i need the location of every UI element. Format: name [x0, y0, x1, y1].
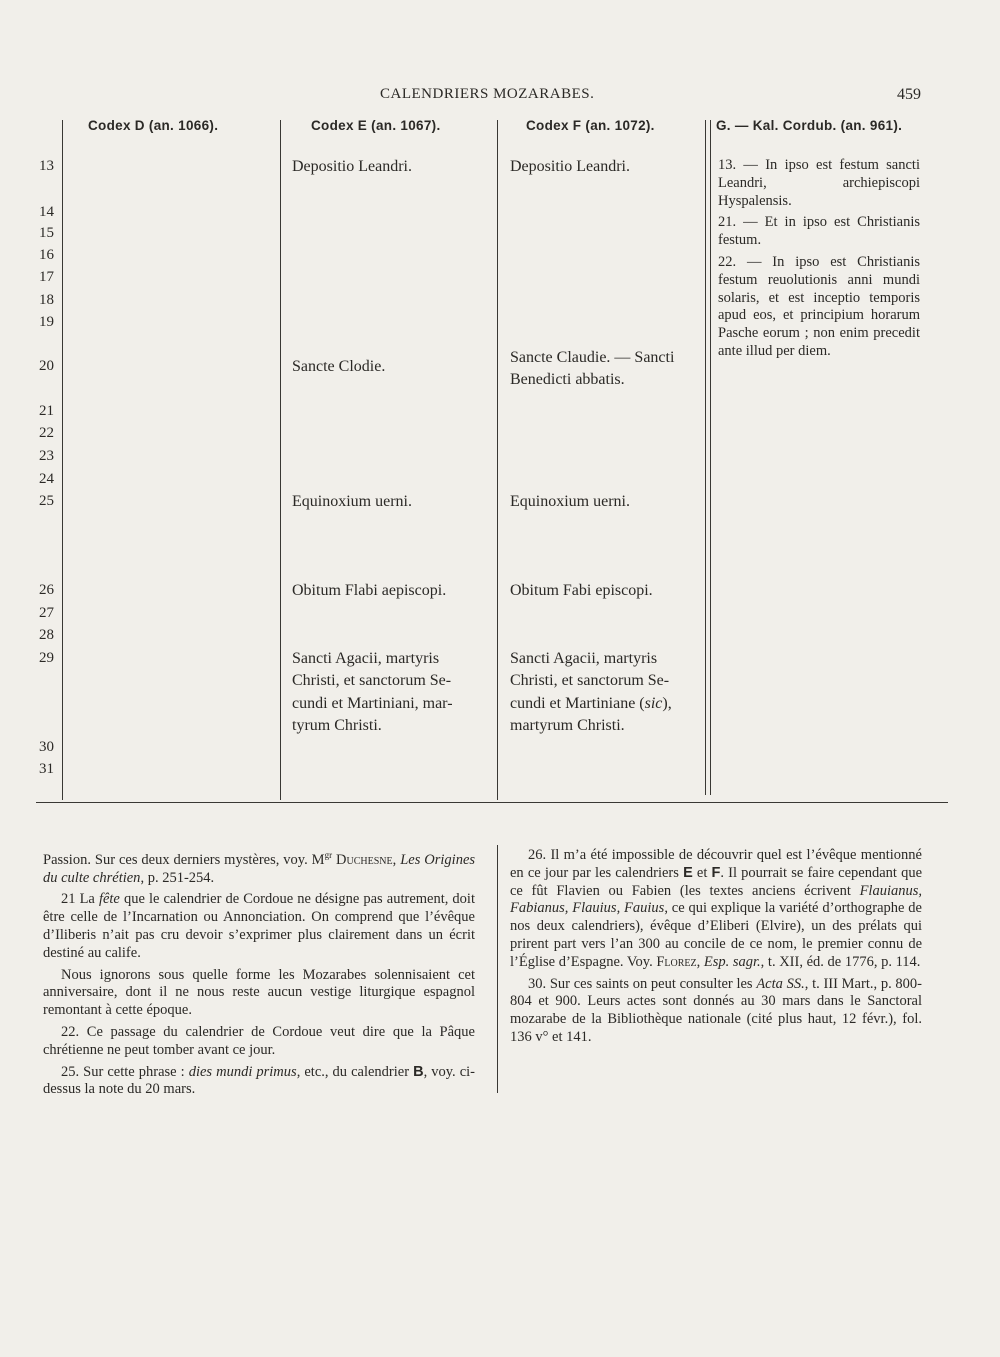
- work-title: Acta SS.: [756, 975, 805, 992]
- day-number: 28: [39, 627, 54, 643]
- column-header-kal-cordub: G. — Kal. Cordub. (an. 961).: [716, 118, 903, 133]
- note-text: 21 La: [61, 891, 99, 908]
- note-text: Passion. Sur ces deux derniers mystères, voy. M: [43, 851, 325, 868]
- note-text: 25. Sur cette phrase :: [61, 1063, 189, 1080]
- table-bottom-rule: [36, 802, 948, 803]
- note-italic: Flauianus, Fabianus, Flauius, Fauius: [510, 882, 922, 917]
- codex-f-entry-29: [510, 648, 705, 737]
- author-name: Florez: [656, 953, 697, 970]
- note-21: [43, 891, 475, 962]
- work-title: Les Origines du culte chrétien: [43, 851, 476, 886]
- notes-right-column: [510, 847, 922, 1047]
- entry-line: Sancti Agacii, martyris: [510, 650, 658, 667]
- note-italic: fête: [98, 891, 120, 908]
- day-number: 15: [39, 225, 54, 241]
- day-number: 27: [39, 605, 54, 621]
- note-21-continued: Nous ignorons sous quelle forme les Mozarabes solennisaient cet anniversaire, dont il ne nous reste aucun vestige liturgique espagnol remontant à cette époque.: [43, 966, 475, 1019]
- day-number: 13: [39, 158, 54, 174]
- kal-cordub-entry-22: 22. — In ipso est Christianis festum reuolutionis anni mundi solaris, et est inceptio temporis apud eos, et principium horarum Pasche eorum ; non enim precedit ante illud per diem.: [718, 253, 920, 359]
- notes-left-column: [43, 847, 475, 1099]
- note-25: [43, 1064, 475, 1100]
- day-number: 20: [39, 358, 54, 374]
- codex-e-entry-26: Obitum Flabi aepiscopi.: [292, 582, 447, 599]
- entry-text: cundi et Martiniane (: [510, 694, 645, 712]
- note-22: 22. Ce passage du calendrier de Cordoue veut dire que la Pâque chrétienne ne peut tomber avant ce jour.: [43, 1024, 475, 1058]
- day-number: 21: [39, 403, 54, 419]
- notes-column-rule: [497, 845, 498, 1093]
- note-text: , etc., du calendrier: [296, 1063, 414, 1080]
- note-italic: dies mundi primus: [188, 1063, 297, 1080]
- day-number: 18: [39, 292, 54, 308]
- codex-f-entry-13: Depositio Leandri.: [510, 158, 630, 175]
- entry-line: [510, 693, 705, 715]
- kal-cordub-entry-13: 13. — In ipso est festum sancti Leandri, archiepiscopi Hyspalensis.: [718, 157, 920, 209]
- note-text: , p. 251-254.: [140, 869, 215, 886]
- entry-line: Christi, et sanctorum Se-: [292, 672, 452, 690]
- running-title: CALENDRIERS MOZARABES.: [380, 86, 595, 102]
- sic-annotation: sic: [644, 694, 663, 712]
- codex-letter: F: [711, 864, 721, 881]
- note-text: , t. XII, éd. de 1776, p. 114.: [760, 953, 921, 970]
- note-text: , ce qui explique la variété d’orthographe de nos deux calendriers), évêque d’Eliberi (Elvire), un des prélats qui prirent part vers l’an 300 au concile de ce nom, le premier connu de l’Église d’Espagne. Voy.: [510, 900, 922, 970]
- column-rule: [710, 120, 711, 795]
- entry-line: Benedicti abbatis.: [510, 371, 625, 389]
- page-number: 459: [897, 86, 921, 103]
- entry-line: Christi, et sanctorum Se-: [510, 672, 670, 690]
- day-number: 25: [39, 493, 54, 509]
- column-header-codex-e: Codex E (an. 1067).: [311, 118, 441, 133]
- note-text: ,: [392, 851, 397, 868]
- codex-e-entry-25: Equinoxium uerni.: [292, 493, 412, 510]
- codex-f-entry-25: Equinoxium uerni.: [510, 493, 630, 510]
- entry-line: martyrum Christi.: [510, 716, 625, 734]
- codex-letter: E: [683, 864, 693, 881]
- note-text: , t. III Mart., p. 800-804 et 900. Leurs actes sont donnés au 30 mars dans le Sanctoral mozarabe de la Bibliothèque nationale (cité plus haut, 12 févr.), fol. 136 v° et 141.: [510, 975, 922, 1045]
- entry-text: ),: [662, 694, 672, 712]
- note-text: ,: [696, 953, 704, 970]
- note-26: [510, 847, 922, 972]
- day-number: 19: [39, 314, 54, 330]
- entry-line: Sancti Agacii, martyris: [292, 650, 440, 667]
- column-rule: [705, 120, 706, 795]
- column-header-codex-d: Codex D (an. 1066).: [88, 118, 219, 133]
- day-number: 31: [39, 761, 54, 777]
- codex-f-entry-20: [510, 347, 705, 392]
- author-name: Duchesne: [336, 851, 393, 868]
- note-30: [510, 976, 922, 1047]
- codex-e-entry-29: [292, 648, 487, 737]
- note-superscript: gr: [324, 850, 333, 860]
- day-number: 26: [39, 582, 54, 598]
- note-text: 26. Il m’a été impossible de découvrir quel est l’évêque mentionné en ce jour par les calendriers: [510, 847, 922, 881]
- day-number: 24: [39, 471, 54, 487]
- column-rule: [280, 120, 281, 800]
- day-number: 23: [39, 448, 54, 464]
- codex-letter: B: [413, 1063, 424, 1080]
- note-text: . Il pourrait se faire cependant que ce fût Flavien ou Fabien (les textes anciens écrivent: [510, 864, 923, 899]
- note-passion: [43, 847, 475, 887]
- codex-f-entry-26: Obitum Fabi episcopi.: [510, 582, 653, 599]
- day-number: 16: [39, 247, 54, 263]
- day-number: 17: [39, 269, 54, 285]
- codex-e-entry-20: Sancte Clodie.: [292, 358, 386, 375]
- entry-line: Sancte Claudie. — Sancti: [510, 349, 675, 366]
- note-text: , voy. ci-dessus la note du 20 mars.: [43, 1063, 475, 1098]
- note-text: que le calendrier de Cordoue ne désigne pas autrement, doit être celle de l’Incarnation ou Annonciation. On comprend que l’évêque d’Iliberis n’ait pas cru devoir s’exprimer plus clairement dans un écrit destiné au calife.: [43, 891, 475, 961]
- codex-e-entry-13: Depositio Leandri.: [292, 158, 412, 175]
- column-header-codex-f: Codex F (an. 1072).: [526, 118, 655, 133]
- day-number: 14: [39, 204, 54, 220]
- column-rule: [62, 120, 63, 800]
- note-text: et: [692, 864, 712, 881]
- entry-line: tyrum Christi.: [292, 716, 382, 734]
- kal-cordub-column: [718, 157, 920, 365]
- day-number: 30: [39, 739, 54, 755]
- note-text: 30. Sur ces saints on peut consulter les: [528, 975, 757, 992]
- work-title: Esp. sagr.: [703, 953, 761, 970]
- day-number: 29: [39, 650, 54, 666]
- day-number: 22: [39, 425, 54, 441]
- kal-cordub-entry-21: 21. — Et in ipso est Christianis festum.: [718, 214, 920, 249]
- entry-line: cundi et Martiniani, mar-: [292, 694, 453, 712]
- column-rule: [497, 120, 498, 800]
